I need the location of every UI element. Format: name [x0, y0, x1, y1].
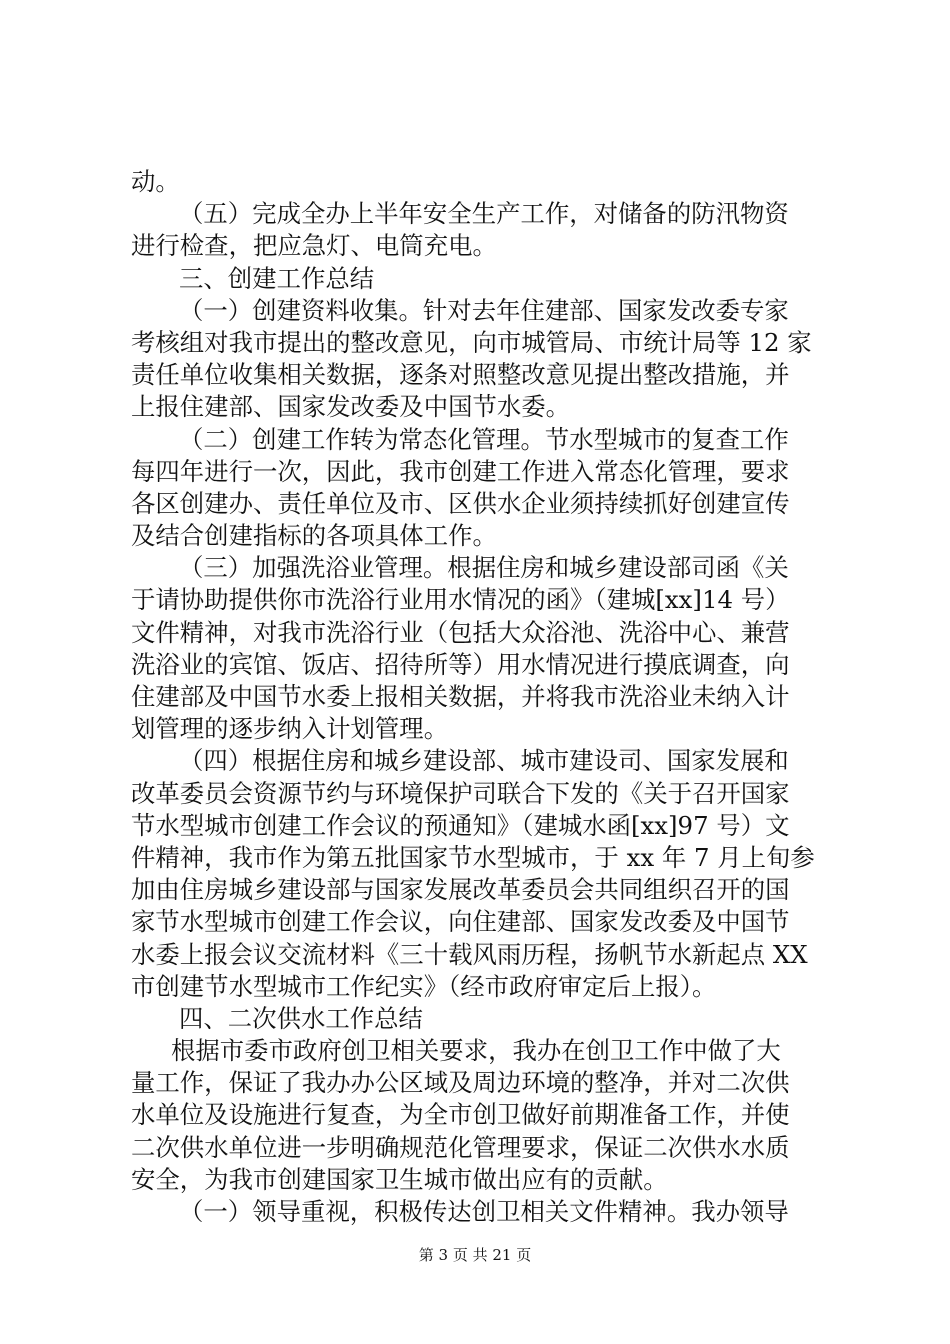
- text-line: 动。: [131, 167, 180, 196]
- text-line: 家节水型城市创建工作会议，向住建部、国家发改委及中国节: [131, 907, 790, 937]
- text-line: 进行检查，把应急灯、电筒充电。: [131, 231, 497, 261]
- document-body: [131, 166, 841, 1228]
- text-line: 加由住房城乡建设部与国家发展改革委员会共同组织召开的国: [131, 875, 790, 905]
- text-line: 安全，为我市创建国家卫生城市做出应有的贡献。: [131, 1164, 668, 1194]
- text-line: （三）加强洗浴业管理。根据住房和城乡建设部司函《关: [179, 553, 789, 583]
- text-line: 各区创建办、责任单位及市、区供水企业须持续抓好创建宣传: [131, 488, 790, 518]
- text-line: 节水型城市创建工作会议的预通知》（建城水函[xx]97 号）文: [131, 810, 790, 840]
- text-line: 水单位及设施进行复查，为全市创卫做好前期准备工作，并使: [131, 1100, 790, 1130]
- text-line: 文件精神，对我市洗浴行业（包括大众浴池、洗浴中心、兼营: [131, 617, 790, 647]
- text-line: 件精神，我市作为第五批国家节水型城市，于 xx 年 7 月上旬参: [131, 842, 815, 872]
- text-line: 量工作，保证了我办办公区域及周边环境的整净，并对二次供: [131, 1068, 790, 1098]
- text-line: 根据市委市政府创卫相关要求，我办在创卫工作中做了大: [171, 1036, 781, 1066]
- section-heading: 三、创建工作总结: [179, 263, 375, 293]
- text-line: 住建部及中国节水委上报相关数据，并将我市洗浴业未纳入计: [131, 682, 790, 711]
- text-line: 及结合创建指标的各项具体工作。: [131, 521, 497, 551]
- text-line: 于请协助提供你市洗浴行业用水情况的函》（建城[xx]14 号）: [131, 585, 790, 615]
- text-line: 上报住建部、国家发改委及中国节水委。: [131, 392, 571, 422]
- page-number: 第 3 页 共 21 页: [418, 1246, 532, 1264]
- text-line: 二次供水单位进一步明确规范化管理要求，保证二次供水水质: [131, 1132, 790, 1162]
- text-line: 责任单位收集相关数据，逐条对照整改意见提出整改措施，并: [131, 360, 790, 390]
- text-line: 洗浴业的宾馆、饭店、招待所等）用水情况进行摸底调查，向: [131, 649, 790, 679]
- text-line: （二）创建工作转为常态化管理。节水型城市的复查工作: [179, 424, 789, 454]
- text-line: 水委上报会议交流材料《三十载风雨历程，扬帆节水新起点 XX: [131, 939, 808, 969]
- text-line: 每四年进行一次，因此，我市创建工作进入常态化管理，要求: [131, 456, 790, 486]
- text-line: （一）领导重视，积极传达创卫相关文件精神。我办领导: [179, 1197, 789, 1226]
- text-line: 考核组对我市提出的整改意见，向市城管局、市统计局等 12 家: [131, 327, 812, 357]
- section-heading: 四、二次供水工作总结: [179, 1003, 423, 1033]
- text-line: 划管理的逐步纳入计划管理。: [131, 714, 449, 744]
- text-line: 改革委员会资源节约与环境保护司联合下发的《关于召开国家: [131, 778, 790, 808]
- text-line: （四）根据住房和城乡建设部、城市建设司、国家发展和: [179, 746, 789, 776]
- text-line: （五）完成全办上半年安全生产工作，对储备的防汛物资: [179, 199, 789, 229]
- page-footer: [0, 1245, 950, 1265]
- text-line: （一）创建资料收集。针对去年住建部、国家发改委专家: [179, 295, 789, 325]
- text-line: 市创建节水型城市工作纪实》（经市政府审定后上报）。: [131, 971, 717, 1001]
